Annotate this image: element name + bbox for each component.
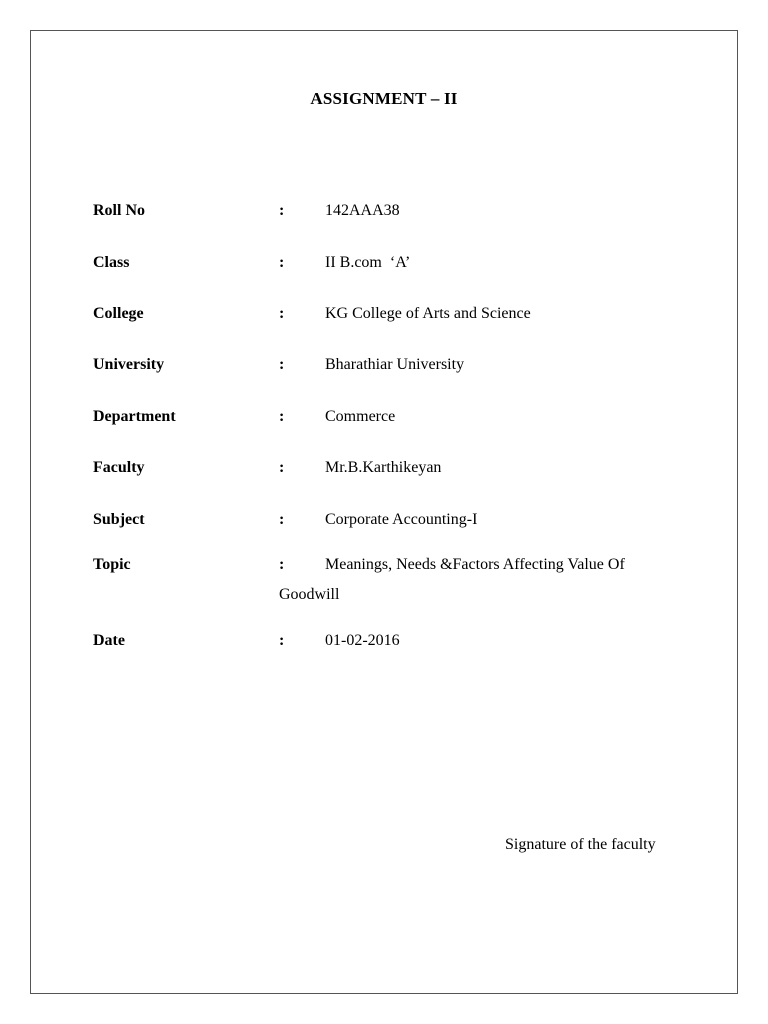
- faculty-value: Mr.B.Karthikeyan: [325, 459, 442, 476]
- roll-no-value: 142AAA38: [325, 202, 400, 219]
- roll-no-colon: :: [279, 202, 285, 219]
- class-colon: :: [279, 254, 285, 271]
- faculty-colon: :: [279, 459, 285, 476]
- topic-colon: :: [279, 556, 285, 573]
- topic-value-line2: Goodwill: [279, 586, 340, 603]
- subject-label: Subject: [93, 511, 145, 528]
- department-label: Department: [93, 408, 176, 425]
- university-value: Bharathiar University: [325, 356, 465, 373]
- class-value: II B.com ‘A’: [325, 254, 411, 271]
- roll-no-label: Roll No: [93, 202, 145, 219]
- college-value: KG College of Arts and Science: [325, 305, 531, 322]
- topic-value-line1: Meanings, Needs &Factors Affecting Value Of: [325, 556, 625, 573]
- department-value: Commerce: [325, 408, 396, 425]
- university-colon: :: [279, 356, 285, 373]
- date-label: Date: [93, 632, 125, 649]
- date-colon: :: [279, 632, 285, 649]
- signature-of-faculty: Signature of the faculty: [505, 836, 656, 853]
- department-colon: :: [279, 408, 285, 425]
- subject-colon: :: [279, 511, 285, 528]
- faculty-label: Faculty: [93, 459, 145, 476]
- class-label: Class: [93, 254, 130, 271]
- college-label: College: [93, 305, 144, 322]
- page-title: ASSIGNMENT – II: [310, 89, 458, 108]
- topic-label: Topic: [93, 556, 131, 573]
- date-value: 01-02-2016: [325, 632, 400, 649]
- subject-value: Corporate Accounting-I: [325, 511, 478, 528]
- college-colon: :: [279, 305, 285, 322]
- university-label: University: [93, 356, 165, 373]
